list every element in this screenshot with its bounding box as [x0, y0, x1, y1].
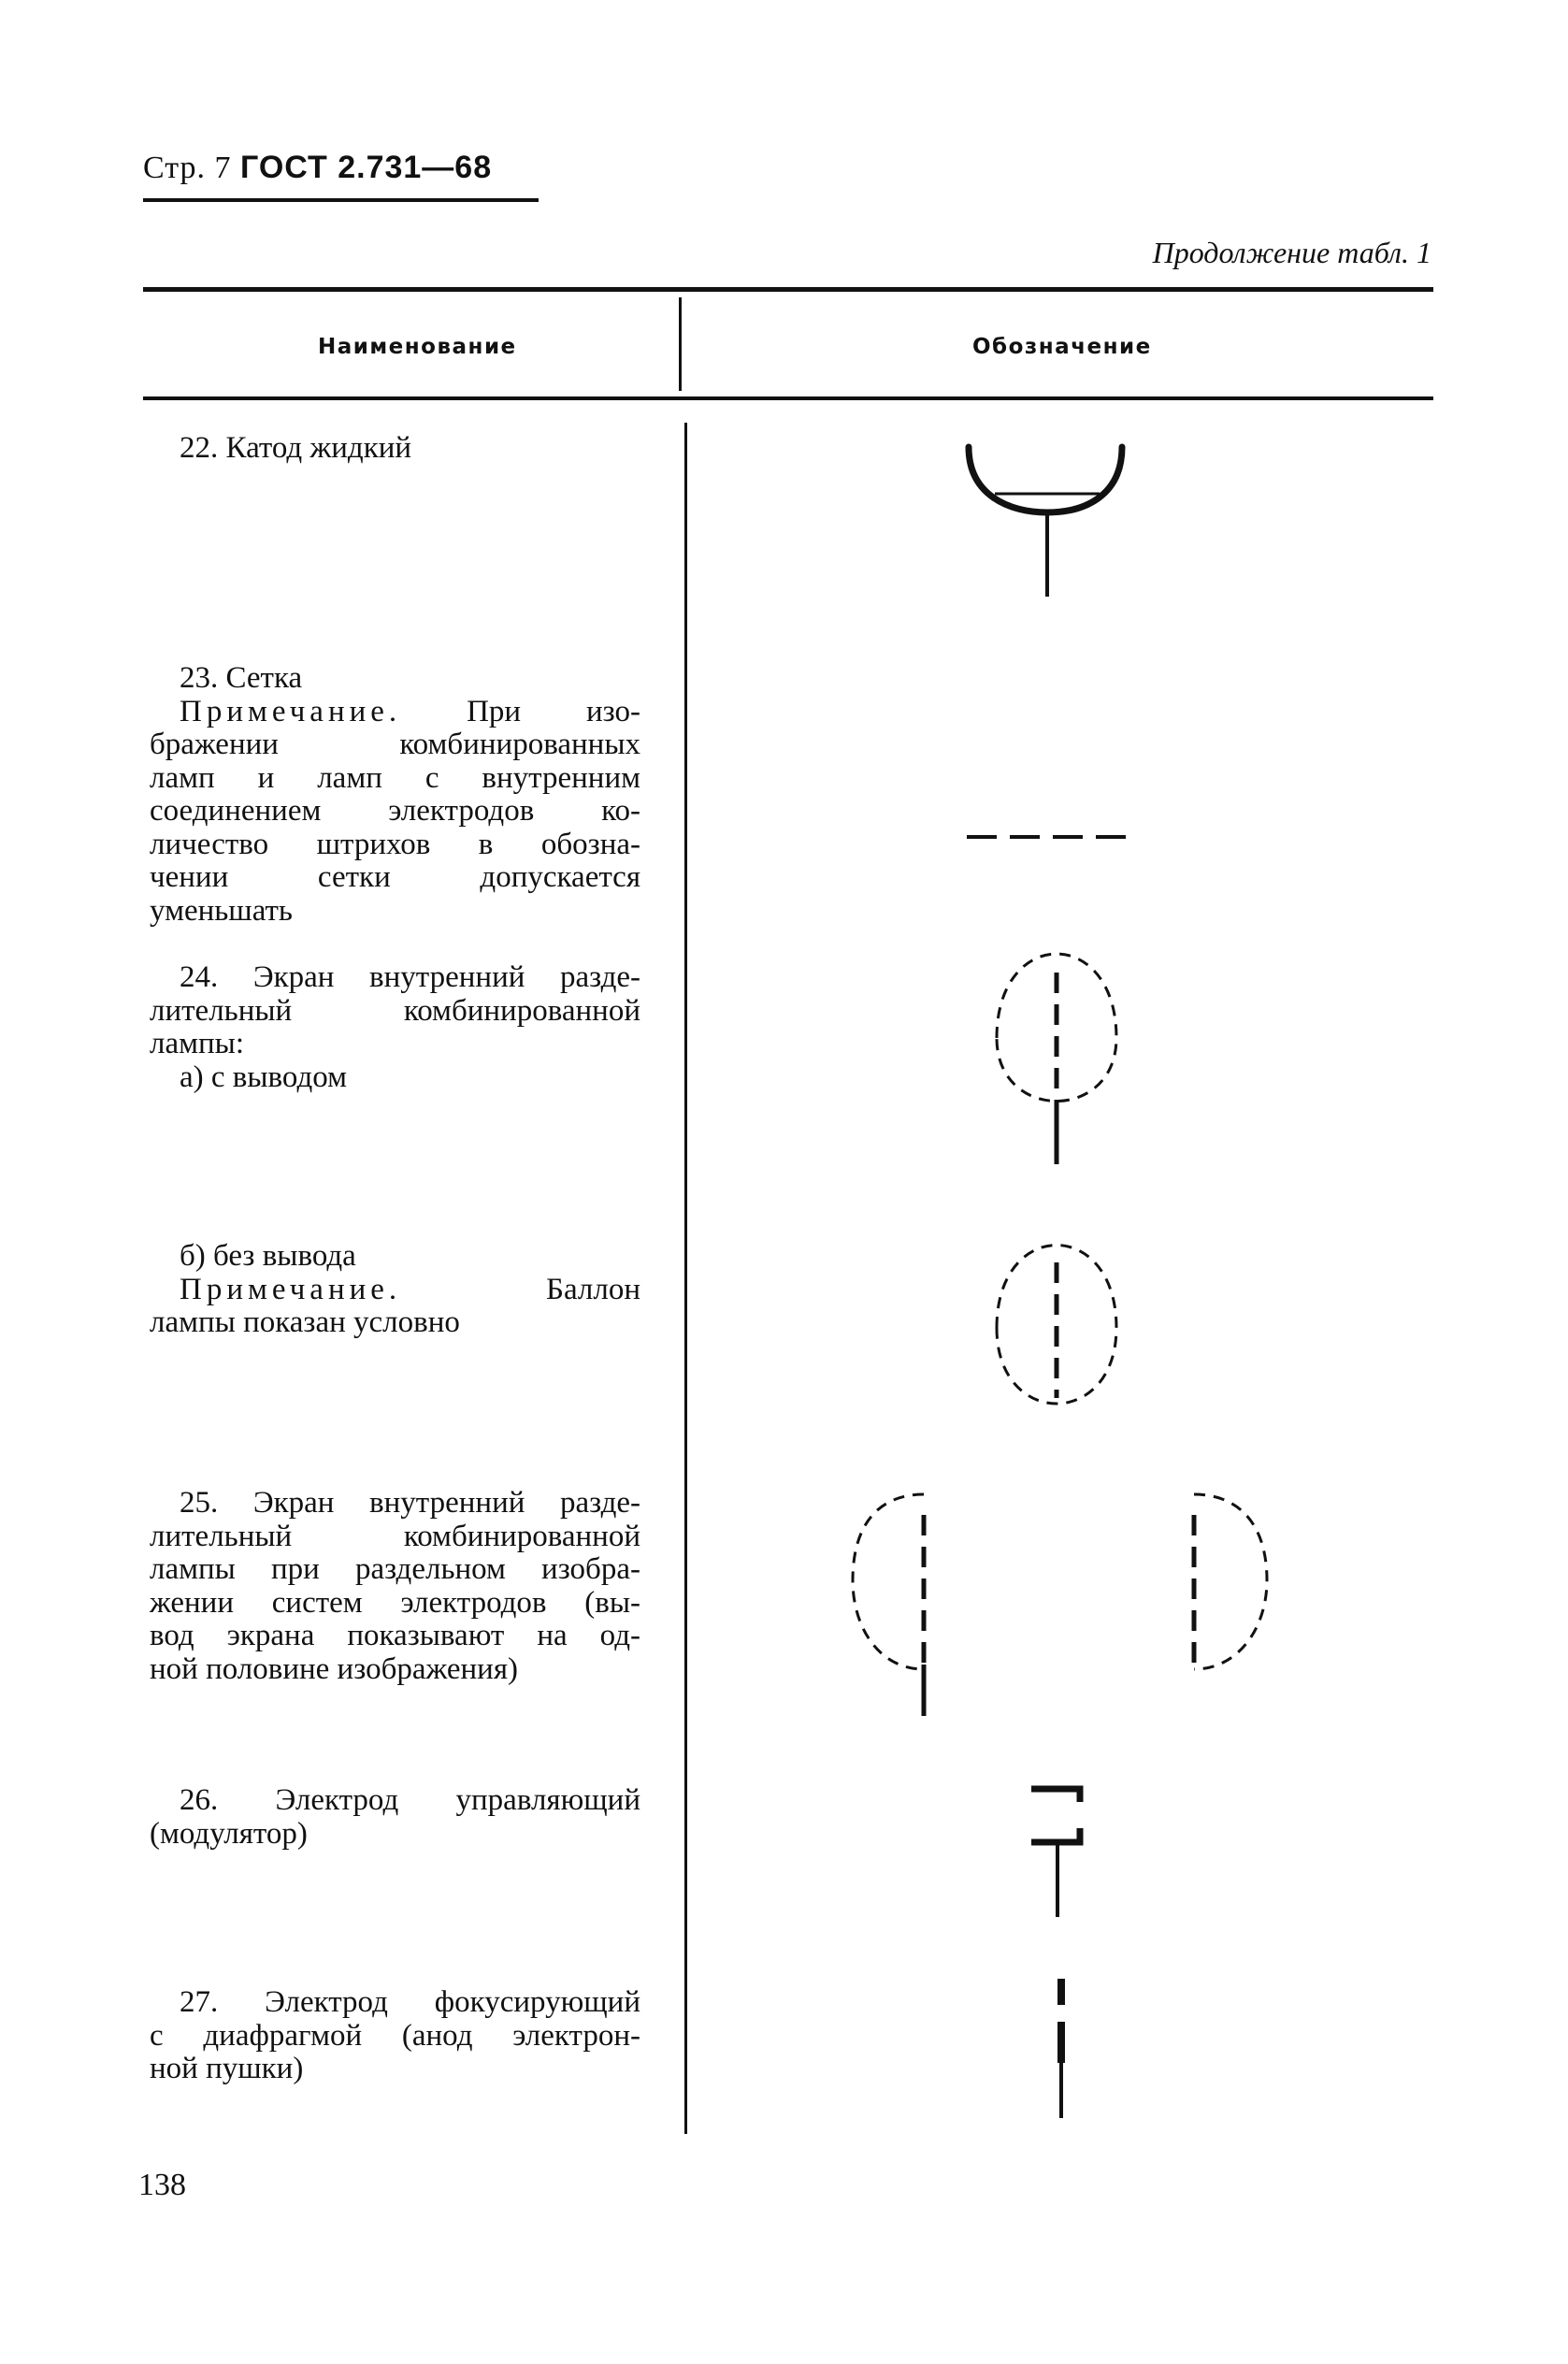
item-26-line-1: 26. Электрод управляющий [180, 1783, 640, 1817]
item-25-line-5: вод экрана показывают на од- [150, 1619, 640, 1652]
item-25-line-2: лительный комбинированной [150, 1519, 640, 1553]
item-23-text [150, 662, 640, 928]
divider-screen-right-half-symbol [1183, 1487, 1286, 1693]
item-23-note-line-7: уменьшать [150, 893, 293, 928]
item-22-title: 22. Катод жидкий [180, 431, 412, 465]
focusing-electrode-symbol [1038, 1973, 1085, 2123]
divider-screen-without-lead-symbol [982, 1225, 1131, 1431]
item-22-text [150, 432, 640, 466]
page-label: Стр. 7 [143, 151, 232, 185]
item-26-line-2: (модулятор) [150, 1816, 308, 1851]
table-top-rule [143, 287, 1433, 292]
item-23-title: 23. Сетка [180, 661, 303, 695]
item-24b-text [150, 1240, 640, 1340]
table-continuation-label: Продолжение табл. 1 [1152, 236, 1431, 269]
item-24-note-line-1: Примечание. Баллон [180, 1272, 640, 1306]
item-24-option-a: а) с выводом [180, 1059, 347, 1094]
item-25-text [150, 1487, 640, 1686]
item-24-option-b: б) без вывода [180, 1239, 356, 1273]
item-24-note-line-2: лампы показан условно [150, 1305, 460, 1339]
column-divider-body [684, 423, 687, 2134]
page-number: 138 [138, 2168, 186, 2202]
standard-number: ГОСТ 2.731—68 [240, 150, 493, 185]
item-26-text [150, 1784, 640, 1851]
item-27-line-3: ной пушки) [150, 2052, 304, 2085]
item-27-line-1: 27. Электрод фокусирующий [180, 1985, 640, 2019]
column-divider-header [679, 297, 682, 391]
item-24-note-label: Примечание. [180, 1272, 402, 1306]
liquid-cathode-symbol [954, 440, 1141, 598]
item-25-line-1: 25. Экран внутренний разде- [180, 1486, 640, 1520]
item-25-line-4: жении систем электродов (вы- [150, 1585, 640, 1620]
item-23-note-line-6: чении сетки допускается [150, 860, 640, 894]
item-27-text [150, 1986, 640, 2086]
item-24-text [150, 961, 640, 1094]
item-27-line-2: с диафрагмой (анод электрон- [150, 2018, 640, 2053]
control-electrode-symbol [1024, 1781, 1099, 1922]
grid-symbol [963, 828, 1141, 846]
item-23-note-line-1: Примечание. При изо- [180, 694, 640, 728]
item-23-note-line-4: соединением электродов ко- [150, 794, 640, 828]
column-header-name: Наименование [318, 335, 517, 359]
item-23-note-line-5: личество штрихов в обозна- [150, 827, 640, 861]
item-23-note-line-2: бражении комбинированных [150, 728, 640, 761]
divider-screen-left-half-symbol [842, 1487, 944, 1721]
item-24-line-3: лампы: [150, 1027, 244, 1060]
page-header [143, 150, 492, 186]
item-23-note-line-3: ламп и ламп с внутренним [150, 760, 640, 795]
item-23-note-label: Примечание. [180, 694, 402, 728]
column-header-symbol: Обозначение [972, 335, 1152, 359]
divider-screen-with-lead-symbol [982, 935, 1131, 1169]
header-rule [143, 198, 539, 202]
item-25-line-3: лампы при раздельном изобра- [150, 1552, 640, 1586]
table-header-rule [143, 396, 1433, 400]
item-25-line-6: ной половине изображения) [150, 1651, 519, 1686]
item-24-line-2: лительный комбинированной [150, 993, 640, 1028]
item-24-line-1: 24. Экран внутренний разде- [180, 960, 640, 994]
